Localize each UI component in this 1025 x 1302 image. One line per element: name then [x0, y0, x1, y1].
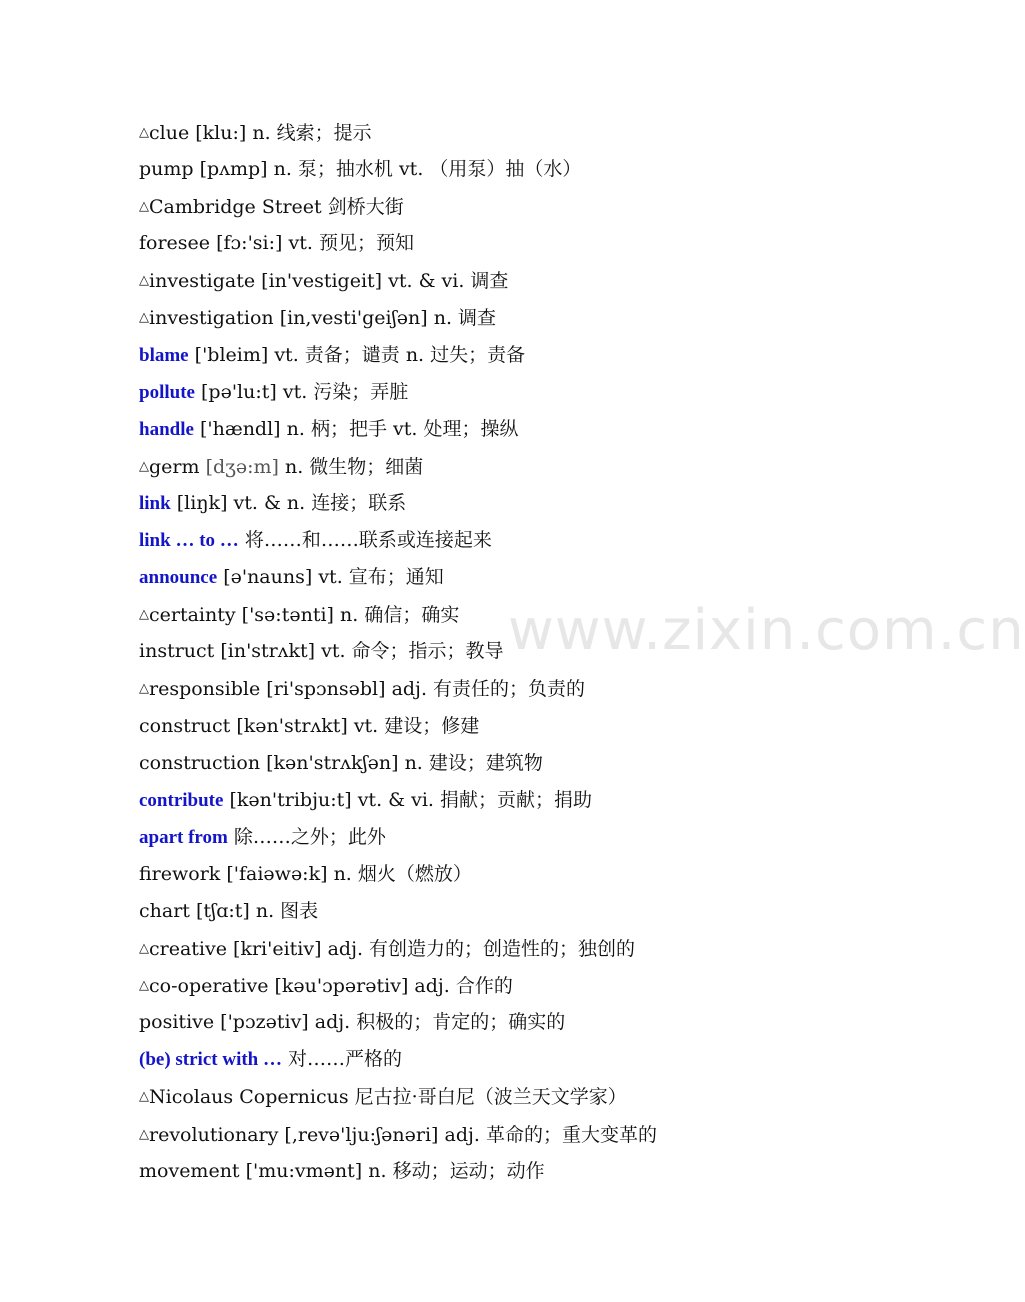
vocab-word: co-operative: [149, 975, 269, 998]
vocab-word: construction: [139, 751, 261, 774]
vocab-phonetic: ['mu:vmənt]: [245, 1159, 363, 1182]
triangle-mark-icon: △: [139, 681, 149, 697]
vocab-entry: [139, 708, 879, 745]
vocab-entry: [139, 893, 879, 930]
vocab-phonetic: [dʒə:m]: [205, 455, 279, 478]
vocab-entry: [139, 337, 879, 374]
vocab-entry: [139, 114, 879, 151]
vocab-phonetic: [ə'nauns]: [223, 566, 313, 589]
vocab-entry: [139, 262, 879, 299]
vocab-phonetic: [kəu'ɔpərətiv]: [274, 975, 409, 998]
vocab-entry: [139, 559, 879, 596]
triangle-mark-icon: △: [139, 458, 149, 474]
vocab-definition: vt. 宣布；通知: [318, 566, 444, 589]
vocab-phonetic: [fɔ:'si:]: [216, 232, 283, 255]
vocab-definition: adj. 革命的；重大变革的: [444, 1123, 657, 1146]
vocab-phonetic: [liŋk]: [176, 491, 228, 514]
triangle-mark-icon: △: [139, 1126, 149, 1142]
vocab-word: link: [139, 492, 171, 514]
vocab-phonetic: [kri'eitiv]: [233, 938, 322, 961]
vocab-word: positive: [139, 1011, 215, 1034]
vocab-entry: [139, 1041, 879, 1078]
vocab-entry: [139, 819, 879, 856]
triangle-mark-icon: △: [139, 125, 149, 140]
vocab-phonetic: [tʃɑ:t]: [195, 899, 250, 922]
vocab-word: certainty: [149, 604, 236, 627]
vocab-definition: n. 移动；运动；动作: [368, 1159, 545, 1182]
vocab-word: blame: [139, 344, 189, 366]
vocab-word: investigation: [149, 307, 274, 330]
vocab-definition: n. 柄；把手 vt. 处理；操纵: [286, 417, 519, 440]
vocab-definition: vt. 命令；指示；教导: [321, 640, 504, 663]
triangle-mark-icon: △: [139, 310, 149, 326]
vocab-phonetic: ['hændl]: [199, 417, 281, 440]
vocab-definition: vt. 污染；弄脏: [282, 380, 409, 403]
vocab-phonetic: [in'vestigeit]: [261, 270, 383, 293]
vocab-word: creative: [149, 938, 227, 961]
vocab-word: revolutionary: [149, 1123, 279, 1146]
vocab-phonetic: [,revə'lju:ʃənəri]: [284, 1123, 439, 1146]
vocab-phonetic: [pə'lu:t]: [201, 380, 277, 403]
vocab-phonetic: [pʌmp]: [199, 158, 268, 181]
vocab-word: germ: [149, 455, 200, 478]
vocab-entry: [139, 299, 879, 336]
vocab-entry: [139, 1004, 879, 1041]
vocab-definition: 尼古拉·哥白尼（波兰天文学家）: [354, 1086, 627, 1109]
vocab-phonetic: [in,vesti'geiʃən]: [279, 307, 428, 330]
vocab-definition: n. 微生物；细菌: [284, 455, 424, 478]
vocab-word: responsible: [149, 678, 261, 701]
vocab-definition: vt. & n. 连接；联系: [233, 491, 407, 514]
vocab-entry: [139, 374, 879, 411]
vocab-word: pollute: [139, 381, 195, 403]
vocab-entry: [139, 1116, 879, 1153]
vocab-entry: [139, 930, 879, 967]
vocab-entry: [139, 151, 879, 188]
vocab-definition: 剑桥大街: [327, 196, 404, 219]
vocab-entry: [139, 448, 879, 485]
vocab-entry: [139, 522, 879, 559]
vocab-word: Nicolaus Copernicus: [149, 1086, 349, 1109]
vocab-definition: n. 调查: [433, 307, 497, 330]
vocab-word: apart from: [139, 826, 228, 848]
vocab-definition: adj. 合作的: [414, 975, 513, 998]
vocab-word: handle: [139, 418, 194, 440]
vocab-entry: [139, 745, 879, 782]
vocab-word: announce: [139, 567, 218, 589]
vocab-entry: [139, 967, 879, 1004]
vocab-entry: [139, 1078, 879, 1115]
vocab-phonetic: [kən'strʌkt]: [236, 714, 348, 737]
vocab-entry: [139, 633, 879, 670]
vocab-definition: 除……之外；此外: [233, 825, 386, 848]
watermark: www.zixin.com.cn: [508, 598, 1025, 663]
vocab-word: foresee: [139, 232, 211, 255]
vocab-entry: [139, 1153, 879, 1190]
vocab-phonetic: ['faiəwə:k]: [226, 862, 328, 885]
vocab-word: clue: [149, 122, 190, 144]
triangle-mark-icon: △: [139, 199, 149, 215]
vocab-phonetic: ['bleim]: [194, 343, 269, 366]
vocab-word: pump: [139, 158, 194, 181]
triangle-mark-icon: △: [139, 978, 149, 994]
vocab-definition: adj. 有责任的；负责的: [391, 678, 586, 701]
vocab-definition: n. 图表: [255, 899, 319, 922]
vocab-phonetic: [ri'spɔnsəbl]: [266, 678, 386, 701]
vocab-definition: adj. 积极的；肯定的；确实的: [314, 1011, 566, 1034]
vocab-phonetic: ['sə:tənti]: [241, 604, 334, 627]
triangle-mark-icon: △: [139, 273, 149, 289]
triangle-mark-icon: △: [139, 941, 149, 957]
vocab-entry: [139, 596, 879, 633]
vocab-definition: vt. 建设；修建: [353, 714, 480, 737]
vocab-phonetic: ['pɔzətiv]: [220, 1011, 309, 1034]
vocab-definition: vt. & vi. 调查: [388, 270, 509, 293]
vocab-entry: [139, 670, 879, 707]
vocab-definition: n. 确信；确实: [340, 604, 460, 627]
vocab-word: Cambridge Street: [149, 196, 322, 219]
vocab-word: instruct: [139, 640, 215, 663]
vocab-entry: [139, 485, 879, 522]
vocab-definition: n. 泵；抽水机 vt. （用泵）抽（水）: [273, 158, 582, 181]
vocab-phonetic: [kən'strʌkʃən]: [266, 751, 399, 774]
vocab-word: chart: [139, 899, 190, 922]
triangle-mark-icon: △: [139, 1089, 149, 1105]
vocab-definition: vt. 责备；谴责 n. 过失；责备: [274, 343, 526, 366]
vocab-entry: [139, 188, 879, 225]
vocab-definition: n. 烟火（燃放）: [333, 862, 472, 885]
vocab-definition: n. 建设；建筑物: [404, 751, 543, 774]
vocab-word: investigate: [149, 270, 256, 293]
vocab-word: contribute: [139, 789, 224, 811]
vocab-phonetic: [klu:]: [195, 122, 247, 144]
vocab-word: firework: [139, 862, 221, 885]
vocab-entry: [139, 782, 879, 819]
vocabulary-list: [139, 114, 879, 1190]
vocab-definition: vt. 预见；预知: [288, 232, 414, 255]
vocab-entry: [139, 411, 879, 448]
vocab-definition: n. 线索；提示: [252, 122, 372, 144]
vocab-definition: adj. 有创造力的；创造性的；独创的: [327, 938, 636, 961]
vocab-phonetic: [kən'tribju:t]: [229, 788, 352, 811]
triangle-mark-icon: △: [139, 607, 149, 623]
vocab-definition: vt. & vi. 捐献；贡献；捐助: [357, 788, 592, 811]
vocab-phonetic: [in'strʌkt]: [220, 640, 316, 663]
vocab-definition: 将……和……联系或连接起来: [244, 529, 492, 552]
vocab-entry: [139, 856, 879, 893]
vocab-word: link … to …: [139, 530, 239, 552]
vocab-word: construct: [139, 714, 231, 737]
vocab-word: (be) strict with …: [139, 1049, 282, 1071]
vocab-entry: [139, 225, 879, 262]
vocab-word: movement: [139, 1159, 240, 1182]
vocab-definition: 对……严格的: [288, 1048, 403, 1071]
